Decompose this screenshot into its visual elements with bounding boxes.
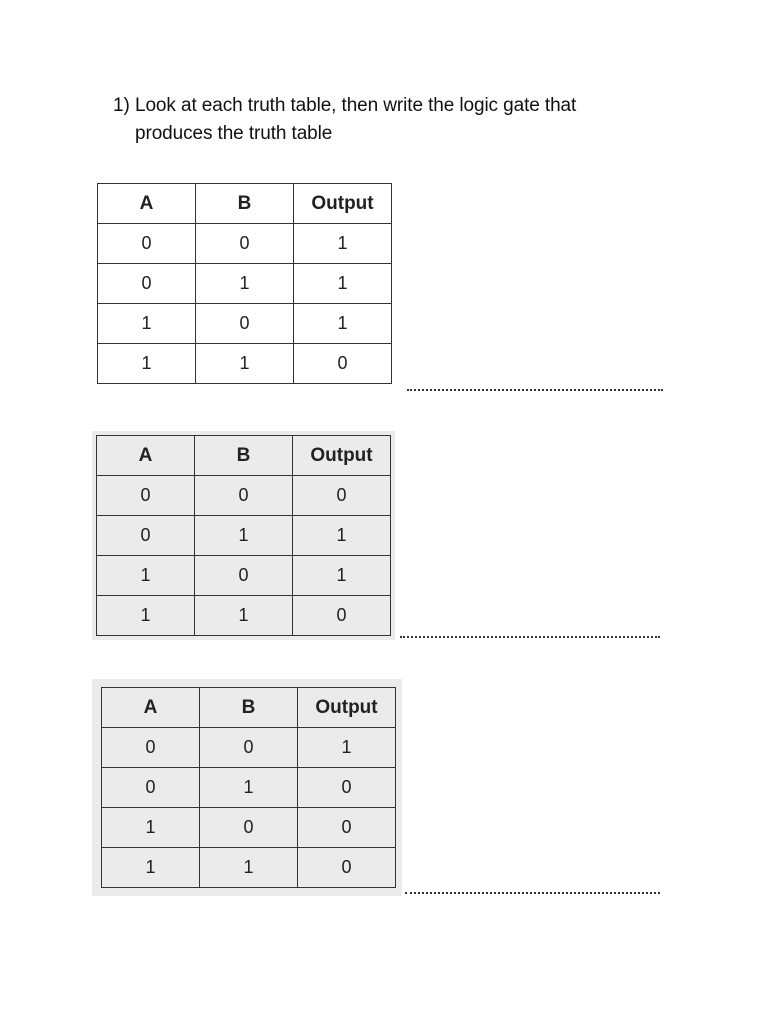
question-line-1	[113, 92, 673, 120]
truth-table-3-wrapper	[92, 679, 402, 896]
truth-table-2	[96, 435, 391, 636]
cell-b: 0	[195, 476, 293, 516]
cell-output: 0	[298, 768, 396, 808]
cell-b: 0	[200, 808, 298, 848]
cell-b: 0	[196, 224, 294, 264]
truth-table-3	[101, 687, 396, 888]
cell-b: 0	[200, 728, 298, 768]
table-header-row	[97, 436, 391, 476]
question-text	[113, 92, 673, 148]
cell-output: 1	[294, 304, 392, 344]
cell-b: 1	[196, 264, 294, 304]
question-line-2: produces the truth table	[135, 123, 333, 144]
table-header-row	[98, 184, 392, 224]
table-row	[97, 556, 391, 596]
truth-table-2-wrapper	[92, 431, 395, 640]
header-b: B	[200, 688, 298, 728]
truth-table-1	[97, 183, 392, 384]
cell-output: 0	[294, 344, 392, 384]
cell-a: 0	[102, 728, 200, 768]
cell-output: 0	[293, 476, 391, 516]
cell-output: 1	[298, 728, 396, 768]
cell-output: 1	[294, 224, 392, 264]
cell-output: 0	[293, 596, 391, 636]
cell-b: 1	[195, 516, 293, 556]
question-text-line-1: Look at each truth table, then write the logic gate that	[135, 95, 577, 116]
cell-b: 0	[195, 556, 293, 596]
cell-b: 0	[196, 304, 294, 344]
answer-line-3[interactable]	[405, 892, 660, 894]
header-output: Output	[298, 688, 396, 728]
header-output: Output	[293, 436, 391, 476]
table-row	[102, 848, 396, 888]
cell-b: 1	[195, 596, 293, 636]
cell-a: 1	[98, 344, 196, 384]
cell-b: 1	[200, 848, 298, 888]
cell-a: 1	[102, 808, 200, 848]
header-a: A	[98, 184, 196, 224]
cell-output: 1	[293, 516, 391, 556]
cell-output: 0	[298, 808, 396, 848]
cell-output: 1	[294, 264, 392, 304]
table-row	[97, 476, 391, 516]
table-row	[102, 768, 396, 808]
table-row	[98, 344, 392, 384]
cell-output: 1	[293, 556, 391, 596]
table-row	[102, 808, 396, 848]
header-a: A	[97, 436, 195, 476]
answer-line-1[interactable]	[407, 389, 663, 391]
cell-b: 1	[200, 768, 298, 808]
table-row	[97, 596, 391, 636]
table-header-row	[102, 688, 396, 728]
table-row	[97, 516, 391, 556]
table-row	[98, 224, 392, 264]
cell-b: 1	[196, 344, 294, 384]
truth-table-1-wrapper	[97, 183, 392, 384]
cell-a: 1	[98, 304, 196, 344]
table-row	[98, 304, 392, 344]
header-a: A	[102, 688, 200, 728]
cell-a: 0	[102, 768, 200, 808]
table-row	[98, 264, 392, 304]
cell-a: 0	[97, 476, 195, 516]
answer-line-2[interactable]	[400, 636, 660, 638]
header-b: B	[196, 184, 294, 224]
cell-output: 0	[298, 848, 396, 888]
cell-a: 0	[98, 264, 196, 304]
cell-a: 0	[97, 516, 195, 556]
question-number: 1)	[113, 95, 130, 116]
table-row	[102, 728, 396, 768]
cell-a: 0	[98, 224, 196, 264]
header-b: B	[195, 436, 293, 476]
cell-a: 1	[97, 556, 195, 596]
cell-a: 1	[97, 596, 195, 636]
cell-a: 1	[102, 848, 200, 888]
header-output: Output	[294, 184, 392, 224]
